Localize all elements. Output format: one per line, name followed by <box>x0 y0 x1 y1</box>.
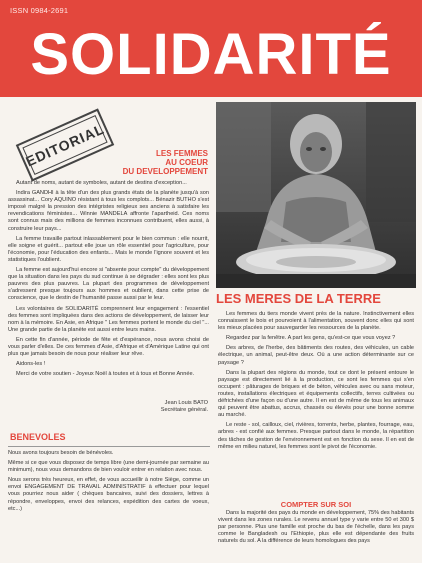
benevoles-paragraph: Nous avons toujours besoin de bénévoles. <box>8 450 114 456</box>
editorial-stamp-label: EDITORIAL <box>23 120 107 170</box>
article-paragraph: Le reste - sol, cailloux, ciel, rivières, torrents, herbe, plantes, fourrage, eau, arbres - est confié aux femmes. Presque partout dans le monde, la répartition des tâches de gestion de l'environnement est en fonction du sexe. Il en est de même en milieu naturel, les femmes sont le pivot de l'économie. <box>218 422 414 450</box>
editorial-paragraph: En cette fin d'année, période de fête et d'espérance, nous avons choisi de vous parler d'elles. De ces femmes d'Asie, d'Afrique et d'Amérique Latine qui ont plus que jamais besoin de nous pour réaliser leur rêve. <box>8 336 209 358</box>
editorial-paragraph: Indira GANDHI à la tête d'un des plus grands états de la planète jusqu'à son assassinat... Cory AQUINO résistant à tous les complots... Bénazir BUTHO s'est imposé malgré la pression des intégristes religieux ses anciens à satisfaire les revendications féministes... Winnie MANDELA affronte l'apartheid. Ces noms sont connus mais des millions de femmes inconnues contribuent, elles aussi, à construire leur pays... <box>8 190 209 232</box>
editorial-title-line: AU COEUR <box>165 158 208 167</box>
article-paragraph: Dans la plupart des régions du monde, tout ce dont le présent entoure le paysage est directement lié à la production, ce sont les femmes qui s'en occupent : pâturages de briques et de béton, véhicules avec ou sans moteur, routes, installations électriques et équipements collectifs, terres cultivées ou défrichées d'une façon ou d'une autre. Il en est de même de tous les animaux qui peuvent être abattus, accrus, chassés ou élevés pour une bonne somme au marché. <box>218 369 414 419</box>
benevoles-paragraph: Nous serons très heureux, en effet, de vous accueillir à notre Siège, comme un envoi ENGAGEMENT DE TRAVAIL ADMINISTRATIF à effectuer pour lequel vous pourriez nous aider ( chèques bancaires, suivi des dossiers, lettres à répondre, enveloppes, envoi des relances, expédition des cartes de voeux, etc...) <box>8 477 209 512</box>
article-body <box>218 311 414 454</box>
article-title: LES MERES DE LA TERRE <box>216 291 381 306</box>
editorial-paragraph: Aidons-les ! <box>16 361 46 368</box>
section-divider <box>8 446 210 447</box>
editorial-paragraph: Autant de noms, autant de symboles, autant de destins d'exception... <box>16 180 187 186</box>
benevoles-title: BENEVOLES <box>10 432 66 442</box>
editorial-title-line: LES FEMMES <box>155 149 208 158</box>
editorial-title <box>92 149 208 176</box>
article-paragraph: Les femmes du tiers monde vivent près de la nature. Instinctivement elles connaissent le bois et pourvoient à l'alimentation, souvent donc elles qui sont les mieux placées pour sauvegarder les ressources de la planète. <box>218 311 414 332</box>
article-subtitle: COMPTER SUR SOI <box>280 500 352 509</box>
signature-role: Secrétaire général. <box>160 407 208 413</box>
woman-photo-icon <box>216 102 416 288</box>
editorial-paragraph: La femme travaille partout inlassablement pour le bien commun : elle nourrit, elle soigne et guérit... partout elle joue un rôle essentiel pour l'agriculture, pour l'économie, pour l'éducation des enfants... Mais le monde l'ignore souvent et les statistiques l'oublient. <box>8 235 209 263</box>
editorial-body <box>8 180 209 381</box>
article-paragraph: Dans la majorité des pays du monde en développement, 75% des habitants vivent dans les zones rurales. Le revenu annuel type y varie entre 50 et 300 $ par personne. Plus une famille est proche du bas de l'échelle, dans les pays comme le Bangladesh ou l'Ethiopie, plus elle est dépendante des fruits naturels du sol. A la différence de leurs homologues des pays <box>218 510 414 545</box>
editorial-title-line: DU DEVELOPPEMENT <box>122 167 208 176</box>
masthead <box>0 0 422 97</box>
editorial-paragraph: La femme est aujourd'hui encore si "absente pour compte" du développement que la situation dans les pays du sud continue à se dégrader : elles sont les plus pauvres des plus pauvres. La plupart des programmes de développement s'adressent presque toujours aux hommes et oublient, dans cette prise de conscience, que le destin de l'humanité passe aussi par le leur. <box>8 267 209 302</box>
editorial-paragraph: Les volontaires de SOLIDARITÉ comprennent leur engagement : l'essentiel des femmes sont impliquées dans des actions de développement, de laisser leur nom à la mémoire. En Asie, en Afrique " Les femmes portent le monde du ciel "... Une grande partie de la planète est aussi entre leurs mains. <box>8 305 209 333</box>
article-paragraph: Des arbres, de l'herbe, des bâtiments des routes, des véhicules, un cable électrique, un animal, peut-être deux. Où a une action déterminante sur ce paysage ? <box>218 345 414 366</box>
editorial-signature <box>116 400 208 414</box>
article-sub-body <box>218 510 414 545</box>
benevoles-paragraph: Même si ce que vous disposez de temps libre (une demi-journée par semaine au minimum), nous vous demandons de bien vouloir entrer en relation avec nous. <box>8 460 209 474</box>
publication-title: SOLIDARITÉ <box>30 22 392 87</box>
signature-name: Jean Louis BATO <box>164 400 208 406</box>
editorial-paragraph: Merci de votre soutien - Joyeux Noël à toutes et à tous et Bonne Année. <box>16 371 195 378</box>
issn-number: ISSN 0984-2691 <box>10 6 69 15</box>
benevoles-body <box>8 450 209 516</box>
woman-photo-illustration <box>216 102 416 288</box>
article-paragraph: Regardez par la fenêtre. A part les gens, qu'est-ce que vous voyez ? <box>226 335 396 342</box>
